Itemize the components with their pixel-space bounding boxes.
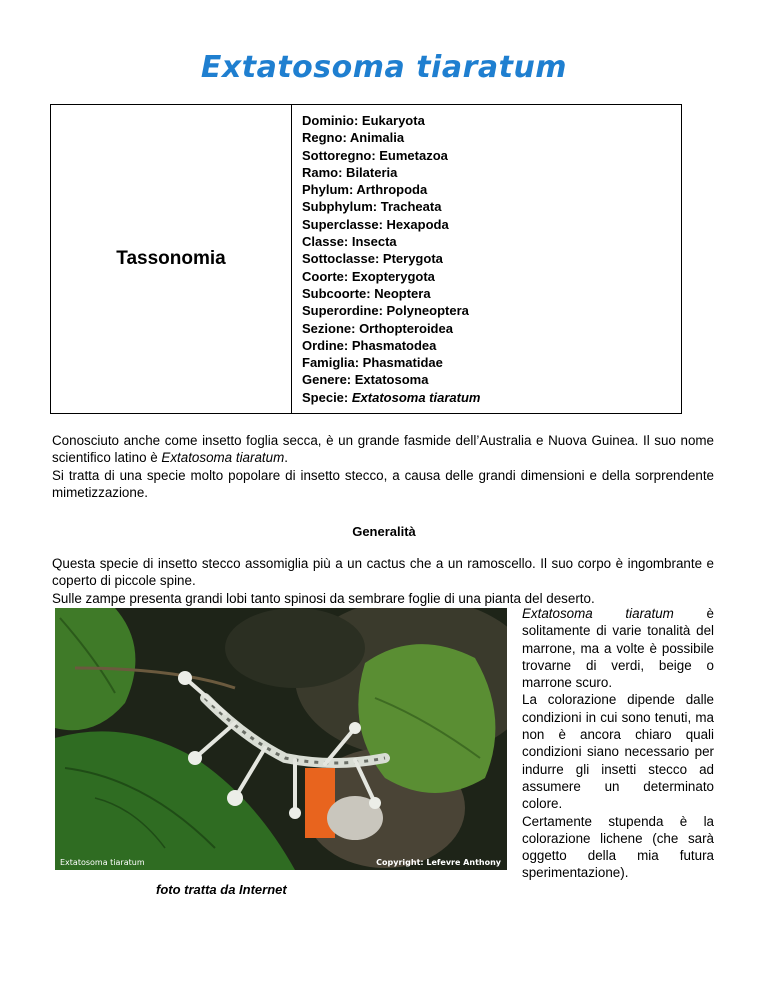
taxonomy-row: Regno: Animalia [302, 130, 405, 146]
species-name: Extatosoma tiaratum [351, 389, 481, 405]
taxonomy-row: Dominio: Eukaryota [302, 113, 425, 128]
taxonomy-row: Sottoclasse: Pterygota [302, 251, 443, 267]
taxonomy-row: Superordine: Polyneoptera [302, 303, 469, 319]
taxonomy-table [50, 104, 682, 414]
section-title: Generalità [352, 524, 416, 539]
document-title: Extatosoma tiaratum [200, 50, 568, 85]
taxonomy-list [292, 105, 682, 414]
taxonomy-row: Sezione: Orthopteroidea [302, 320, 453, 336]
taxonomy-row: Sottoregno: Eumetazoa [302, 147, 448, 163]
taxonomy-row: Ordine: Phasmatodea [302, 337, 437, 353]
photo-source-caption: foto tratta da Internet [156, 882, 287, 897]
photo-copyright: Copyright: Lefevre Anthony [376, 858, 501, 867]
body-paragraph-1: Questa specie di insetto stecco assomiglia più a un cactus che a un ramoscello. Il suo corpo è ingombrante e coperto di piccole spine. [52, 556, 714, 589]
intro-paragraph-2: Si tratta di una specie molto popolare di insetto stecco, a causa delle grandi dimensioni e della sorprendente mimetizzazione. [52, 468, 714, 501]
side-text-1: è solitamente di varie tonalità del marrone, ma a volte è possibile trovarne di verdi, beige o marrone scuro. [522, 606, 714, 691]
intro-species-name: Extatosoma tiaratum [161, 450, 285, 466]
intro-paragraph [52, 432, 714, 467]
intro-text-end: . [284, 450, 288, 466]
taxonomy-row-species [302, 389, 681, 406]
intro-text: Conosciuto anche come insetto foglia secca, è un grande fasmide dell’Australia e Nuova Guinea. Il suo nome scientifico latino è [52, 433, 714, 466]
side-paragraph [522, 605, 714, 882]
taxonomy-row: Ramo: Bilateria [302, 164, 398, 180]
taxonomy-row: Classe: Insecta [302, 234, 397, 250]
insect-photo-graphic [55, 608, 507, 870]
insect-photo [55, 608, 507, 870]
taxonomy-row: Subcoorte: Neoptera [302, 285, 431, 301]
taxonomy-row: Superclasse: Hexapoda [302, 216, 449, 232]
taxonomy-label: Tassonomia [51, 105, 292, 414]
body-paragraph-2: Sulle zampe presenta grandi lobi tanto spinosi da sembrare foglie di una pianta del deserto. [52, 591, 595, 606]
taxonomy-row: Coorte: Exopterygota [302, 268, 435, 284]
photo-caption-left: Extatosoma tiaratum [60, 858, 145, 867]
side-text-3: Certamente stupenda è la colorazione lichene (che sarà oggetto della mia futura sperimentazione). [522, 813, 714, 881]
side-species-name: Extatosoma tiaratum [522, 606, 674, 621]
taxonomy-row: Famiglia: Phasmatidae [302, 355, 443, 371]
taxonomy-row: Genere: Extatosoma [302, 372, 429, 388]
taxonomy-row: Subphylum: Tracheata [302, 199, 442, 215]
species-label: Specie: [302, 389, 352, 405]
taxonomy-row: Phylum: Arthropoda [302, 182, 428, 198]
side-text-2: La colorazione dipende dalle condizioni in cui sono tenuti, ma non è ancora chiaro quali condizioni siano necessario per indurre gli insetti stecco ad assumere un determinato colore. [522, 692, 714, 812]
